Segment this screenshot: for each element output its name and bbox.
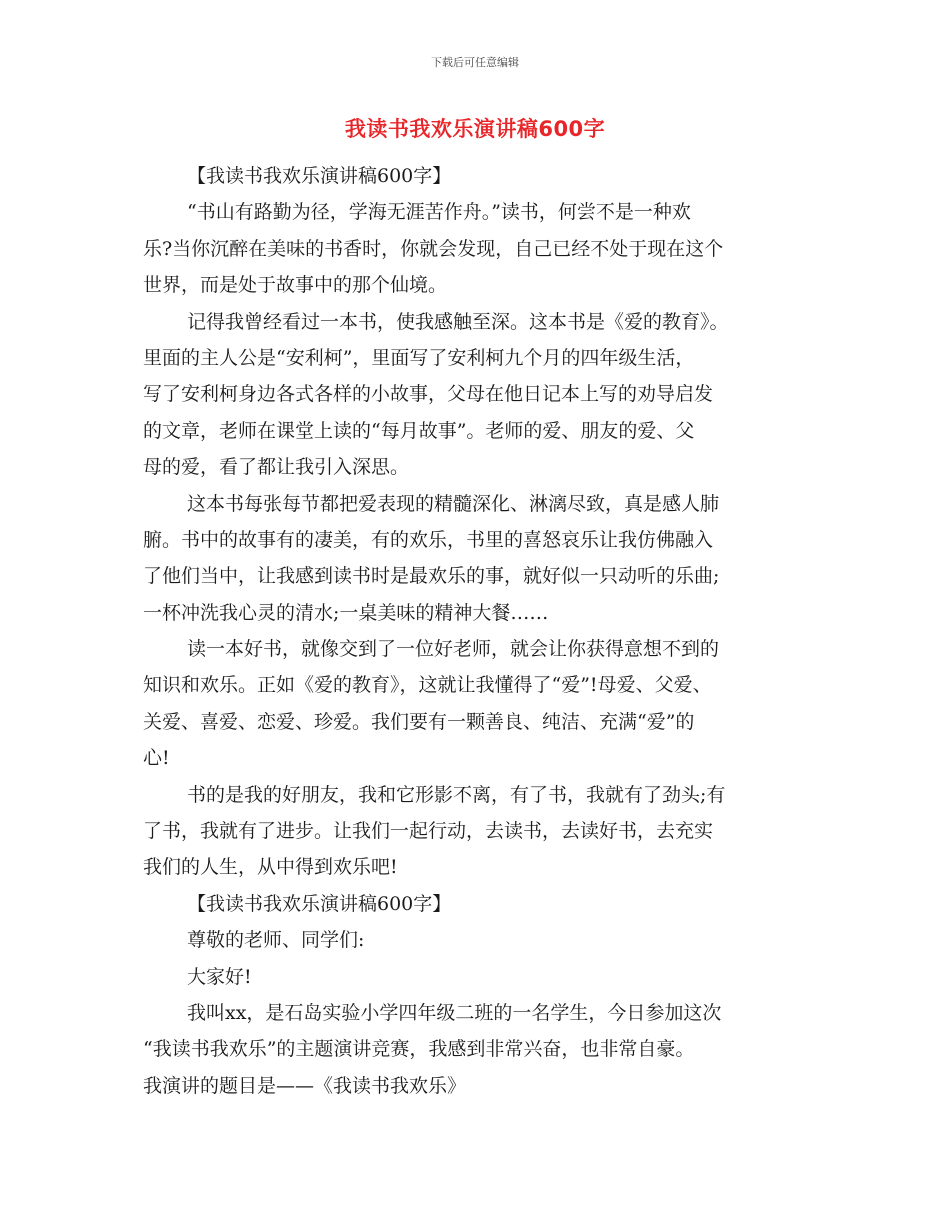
text-line: 心! [143, 747, 170, 770]
text-line: 书的是我的好朋友，我和它形影不离，有了书，我就有了劲头;有 [187, 783, 726, 806]
text-line: 世界，而是处于故事中的那个仙境。 [143, 274, 448, 297]
text-line: 母的爱，看了都让我引入深思。 [143, 456, 410, 479]
text-line: 我演讲的题目是——《我读书我欢乐》 [143, 1074, 467, 1097]
text-line: 里面的主人公是“安利柯”，里面写了安利柯九个月的四年级生活， [143, 346, 695, 369]
text-line: “我读书我欢乐”的主题演讲竞赛，我感到非常兴奋，也非常自豪。 [143, 1038, 695, 1061]
text-line: 我们的人生，从中得到欢乐吧! [143, 856, 398, 879]
document-body [143, 158, 823, 1104]
page-header-note: 下载后可任意编辑 [431, 56, 519, 69]
text-line: 了书，我就有了进步。让我们一起行动，去读书，去读好书，去充实 [143, 820, 714, 843]
text-line: “书山有路勤为径，学海无涯苦作舟。”读书，何尝不是一种欢 [187, 201, 691, 224]
text-line: 了他们当中，让我感到读书时是最欢乐的事，就好似一只动听的乐曲; [143, 565, 720, 588]
text-line: 大家好! [187, 965, 252, 988]
text-line: 我叫xx，是石岛实验小学四年级二班的一名学生，今日参加这次 [187, 1001, 722, 1024]
text-line: 的文章，老师在课堂上读的“每月故事”。老师的爱、朋友的爱、父 [143, 419, 695, 442]
text-line: 读一本好书，就像交到了一位好老师，就会让你获得意想不到的 [187, 638, 720, 661]
text-line: 记得我曾经看过一本书，使我感触至深。这本书是《爱的教育》。 [187, 310, 729, 333]
text-line: 这本书每张每节都把爱表现的精髓深化、淋漓尽致，真是感人肺 [187, 492, 720, 515]
text-line: 一杯冲洗我心灵的清水;一桌美味的精神大餐…… [143, 601, 549, 624]
text-line: 关爱、喜爱、恋爱、珍爱。我们要有一颗善良、纯洁、充满“爱”的 [143, 710, 695, 733]
text-line: 知识和欢乐。正如《爱的教育》，这就让我懂得了“爱”!母爱、父爱、 [143, 674, 712, 697]
document-title: 我读书我欢乐演讲稿600字 [344, 117, 606, 141]
text-line: 尊敬的老师、同学们: [187, 929, 365, 952]
text-line: 腑。书中的故事有的凄美，有的欢乐，书里的喜怒哀乐让我仿佛融入 [143, 528, 714, 551]
text-line: 写了安利柯身边各式各样的小故事，父母在他日记本上写的劝导启发 [143, 383, 714, 406]
text-line: 乐?当你沉醉在美味的书香时，你就会发现，自己已经不处于现在这个 [143, 237, 724, 260]
text-line: 【我读书我欢乐演讲稿600字】 [187, 165, 452, 187]
text-line: 【我读书我欢乐演讲稿600字】 [187, 892, 452, 915]
